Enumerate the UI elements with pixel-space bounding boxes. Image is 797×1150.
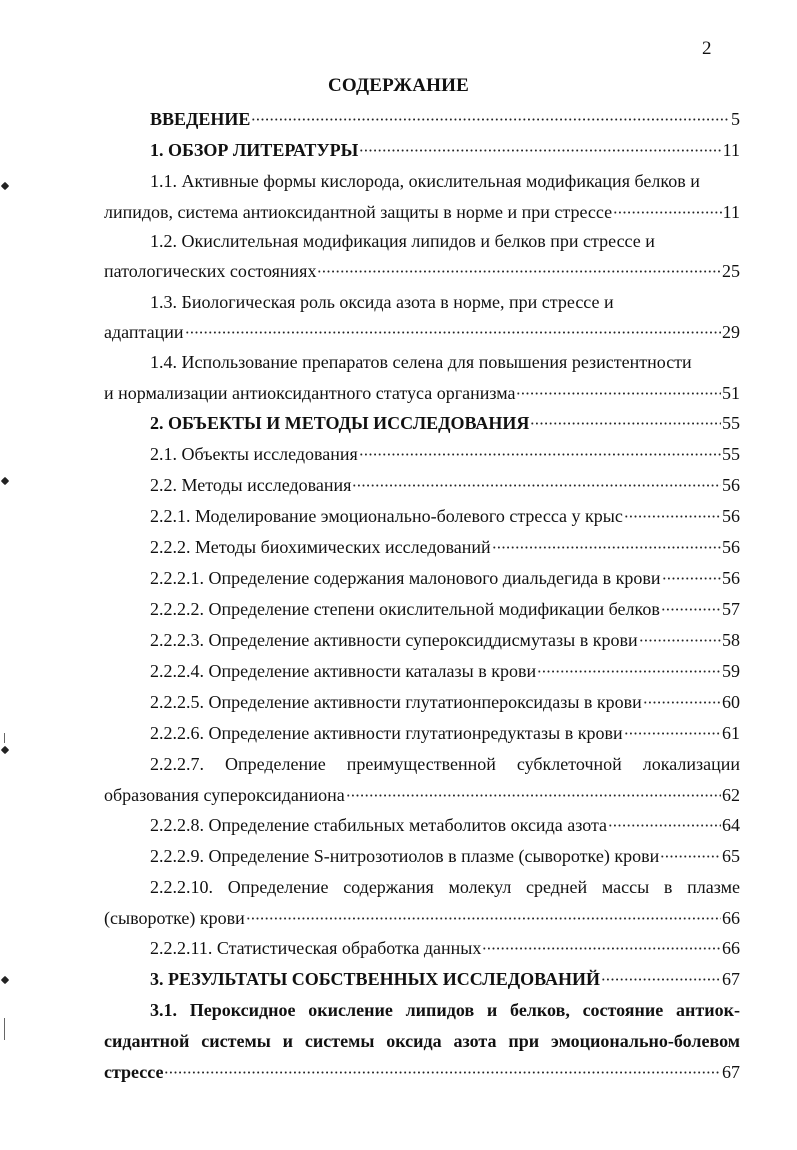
toc-entry-title: 2.2.2.2. Определение степени окислительной модификации белков [150,599,660,619]
toc-entry-s1-4-line1[interactable]: 1.4. Использование препаратов селена для повышения резистентности [150,352,692,372]
leader-dots [613,198,722,216]
leader-dots [251,105,730,123]
toc-entry-intro[interactable] [150,104,740,135]
toc-entry-s2-2-2-8[interactable] [150,810,740,841]
leader-dots [608,811,721,829]
toc-entry-page: 29 [722,322,740,342]
margin-mark [1,182,9,190]
toc-entry-s1-3[interactable] [104,317,740,348]
toc-entry-title: 2.2.2.1. Определение содержания малонового диальдегида в крови [150,568,661,588]
toc-entry-title: стрессе [104,1062,164,1082]
toc-entry-title: 3. РЕЗУЛЬТАТЫ СОБСТВЕННЫХ ИССЛЕДОВАНИЙ [150,969,600,989]
toc-entry-s2-2-2[interactable] [150,532,740,563]
toc-entry-page: 25 [722,261,740,281]
toc-entry-page: 58 [722,630,740,650]
leader-dots [516,379,721,397]
toc-entry-s3-1-line2[interactable]: сидантной системы и системы оксида азота при эмоционально-болевом [104,1031,740,1051]
toc-entry-page: 67 [722,969,740,989]
toc-entry-page: 64 [722,815,740,835]
toc-entry-page: 60 [722,692,740,712]
toc-entry-s3[interactable] [150,964,740,995]
leader-dots [530,409,721,427]
toc-entry-page: 11 [722,140,740,160]
toc-entry-s2-2-2-3[interactable] [150,625,740,656]
toc-entry-title: липидов, система антиоксидантной защиты в норме и при стрессе [104,202,613,222]
toc-entry-title: 2.2.2.6. Определение активности глутатионредуктазы в крови [150,723,623,743]
page-number: 2 [702,38,712,59]
toc-entry-s2[interactable] [150,408,740,439]
toc-entry-page: 59 [722,661,740,681]
toc-entry-page: 67 [722,1062,740,1082]
margin-mark [1,477,9,485]
margin-tick [4,733,5,743]
leader-dots [164,1058,721,1076]
margin-mark [1,976,9,984]
toc-entry-s2-2-2-2[interactable] [150,594,740,625]
leader-dots [346,781,721,799]
toc-entry-s2-2-2-9[interactable] [150,841,740,872]
toc-entry-s2-2[interactable] [150,470,740,501]
leader-dots [639,626,721,644]
toc-entry-title: 2.2.1. Моделирование эмоционально-болевого стресса у крыс [150,506,623,526]
toc-entry-title: патологических состояниях [104,261,317,281]
leader-dots [601,965,721,983]
toc-entry-s1-3-line1[interactable]: 1.3. Биологическая роль оксида азота в норме, при стрессе и [150,292,614,312]
leader-dots [643,688,721,706]
toc-entry-page: 5 [731,109,740,129]
leader-dots [359,136,721,154]
toc-entry-s2-2-1[interactable] [150,501,740,532]
leader-dots [359,440,721,458]
toc-entry-s2-2-2-7-line1[interactable]: 2.2.2.7. Определение преимущественной субклеточной локализации [150,754,740,774]
toc-entry-page: 65 [722,846,740,866]
toc-entry-title: ВВЕДЕНИЕ [150,109,251,129]
toc-entry-title: 1. ОБЗОР ЛИТЕРАТУРЫ [150,140,359,160]
toc-entry-page: 55 [722,413,740,433]
toc-entry-s2-2-2-10-line1[interactable]: 2.2.2.10. Определение содержания молекул средней массы в плазме [150,877,740,897]
toc-entry-page: 51 [722,383,740,403]
toc-entry-s1-1[interactable] [104,197,740,228]
toc-entry-s3-1-line1[interactable]: 3.1. Пероксидное окисление липидов и белков, состояние антиок- [150,1000,740,1020]
leader-dots [537,657,721,675]
toc-entry-title: (сыворотке) крови [104,908,245,928]
toc-entry-s1-1-line1[interactable]: 1.1. Активные формы кислорода, окислительная модификация белков и [150,171,700,191]
toc-entry-page: 56 [722,475,740,495]
toc-entry-title: 2. ОБЪЕКТЫ И МЕТОДЫ ИССЛЕДОВАНИЯ [150,413,530,433]
toc-entry-s2-2-2-1[interactable] [150,563,740,594]
toc-entry-s1-2[interactable] [104,256,740,287]
toc-entry-title: и нормализации антиоксидантного статуса организма [104,383,516,403]
toc-entry-s2-2-2-5[interactable] [150,687,740,718]
toc-entry-page: 56 [722,568,740,588]
toc-entry-page: 56 [722,506,740,526]
toc-entry-s2-2-2-11[interactable] [150,933,740,964]
toc-entry-page: 66 [722,908,740,928]
leader-dots [317,257,721,275]
toc-entry-s1-4[interactable] [104,378,740,409]
toc-entry-page: 56 [722,537,740,557]
toc-entry-page: 55 [722,444,740,464]
page-title: СОДЕРЖАНИЕ [328,75,469,96]
toc-entry-page: 11 [722,202,740,222]
toc-entry-title: образования супероксиданиона [104,785,345,805]
leader-dots [624,502,721,520]
leader-dots [624,719,721,737]
toc-entry-title: адаптации [104,322,184,342]
leader-dots [246,904,721,922]
toc-entry-title: 2.1. Объекты исследования [150,444,358,464]
toc-entry-title: 2.2.2.11. Статистическая обработка данных [150,938,482,958]
toc-entry-title: 2.2.2.9. Определение S-нитрозотиолов в плазме (сыворотке) крови [150,846,660,866]
toc-entry-s2-2-2-4[interactable] [150,656,740,687]
margin-mark [1,746,9,754]
toc-entry-title: 2.2.2.8. Определение стабильных метаболитов оксида азота [150,815,608,835]
toc-entry-title: 2.2.2.3. Определение активности супероксиддисмутазы в крови [150,630,638,650]
toc-entry-s2-2-2-6[interactable] [150,718,740,749]
leader-dots [492,533,721,551]
toc-entry-title: 2.2.2.5. Определение активности глутатионпероксидазы в крови [150,692,642,712]
toc-entry-page: 61 [722,723,740,743]
leader-dots [662,564,721,582]
toc-entry-s1[interactable] [150,135,740,166]
toc-entry-page: 62 [722,785,740,805]
leader-dots [352,471,721,489]
toc-entry-title: 2.2. Методы исследования [150,475,352,495]
toc-entry-page: 57 [722,599,740,619]
toc-entry-s3-1[interactable] [104,1057,740,1088]
toc-entry-title: 2.2.2. Методы биохимических исследований [150,537,491,557]
leader-dots [482,934,721,952]
leader-dots [185,318,721,336]
leader-dots [660,842,721,860]
margin-tick [4,1018,5,1040]
toc-entry-title: 2.2.2.4. Определение активности каталазы в крови [150,661,537,681]
toc-entry-s2-1[interactable] [150,439,740,470]
toc-entry-page: 66 [722,938,740,958]
leader-dots [661,595,721,613]
toc-entry-s2-2-2-10[interactable] [104,903,740,934]
toc-entry-s2-2-2-7[interactable] [104,780,740,811]
toc-entry-s1-2-line1[interactable]: 1.2. Окислительная модификация липидов и белков при стрессе и [150,231,655,251]
